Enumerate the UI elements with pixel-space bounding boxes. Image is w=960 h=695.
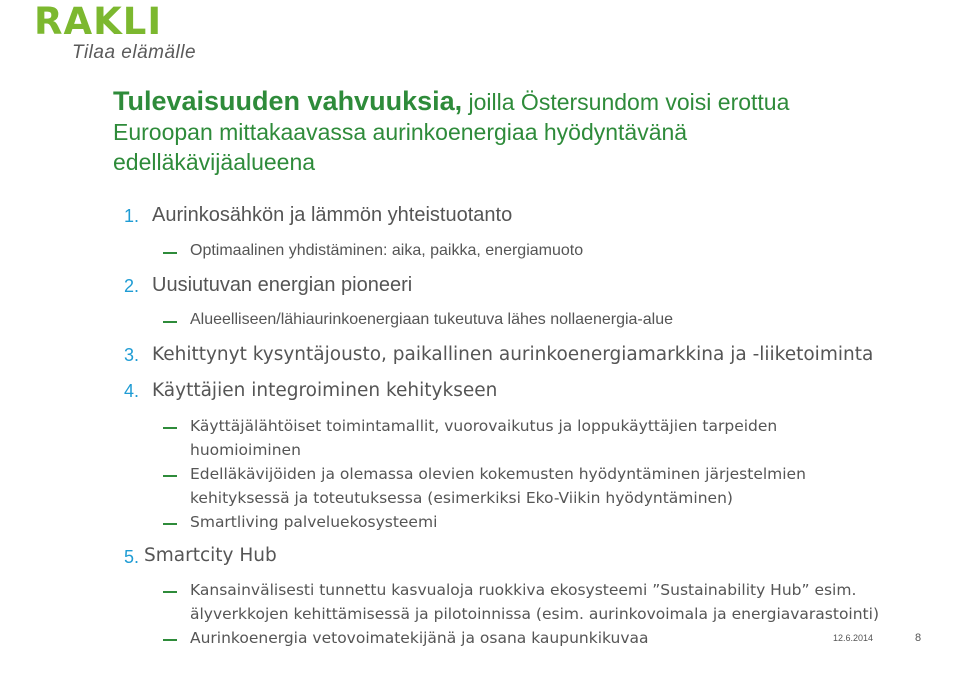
- dash-bullet: [163, 639, 177, 641]
- item-text: Käyttäjien integroiminen kehitykseen: [152, 380, 498, 401]
- rakli-logo: [34, 0, 234, 63]
- footer-date: 12.6.2014: [833, 633, 874, 643]
- dash-bullet: [163, 321, 177, 323]
- logo-tagline: Tilaa elämälle: [72, 42, 197, 63]
- item-text: Aurinkosähkön ja lämmön yhteistuotanto: [152, 204, 513, 226]
- sub-item: Aurinkoenergia vetovoimatekijänä ja osana kaupunkikuvaa: [190, 629, 649, 647]
- sub-item: Smartliving palveluekosysteemi: [190, 513, 438, 531]
- sub-item-continuation: kehityksessä ja toteutuksessa (esimerkiksi Eko-Viikin hyödyntäminen): [190, 489, 733, 507]
- item-number: 4.: [124, 381, 140, 401]
- slide-title: [113, 86, 913, 177]
- item-number: 5.: [124, 547, 140, 567]
- page-number: 8: [915, 632, 922, 644]
- title-line-2: Euroopan mittakaavassa aurinkoenergiaa hyödyntävänä: [113, 119, 688, 145]
- sub-item: Optimaalinen yhdistäminen: aika, paikka, energiamuoto: [190, 242, 584, 259]
- sub-item: Edelläkävijöiden ja olemassa olevien kokemusten hyödyntäminen järjestelmien: [190, 465, 806, 483]
- item-text: Smartcity Hub: [144, 545, 277, 566]
- title-lead: Tulevaisuuden vahvuuksia,: [113, 86, 463, 116]
- item-text: Uusiutuvan energian pioneeri: [152, 274, 413, 296]
- item-number: 1.: [124, 206, 140, 226]
- dash-bullet: [163, 252, 177, 254]
- logo-wordmark: RAKLI: [34, 0, 163, 43]
- title-line-3: edelläkävijäalueena: [113, 149, 316, 175]
- dash-bullet: [163, 475, 177, 477]
- dash-bullet: [163, 427, 177, 429]
- item-number: 3.: [124, 345, 140, 365]
- title-rest: joilla Östersundom voisi erottua: [462, 89, 790, 115]
- item-number: 2.: [124, 276, 140, 296]
- dash-bullet: [163, 523, 177, 525]
- sub-item: Kansainvälisesti tunnettu kasvualoja ruokkiva ekosysteemi ”Sustainability Hub” esim.: [190, 581, 857, 599]
- sub-item-continuation: huomioiminen: [190, 441, 301, 459]
- sub-item: Käyttäjälähtöiset toimintamallit, vuorovaikutus ja loppukäyttäjien tarpeiden: [190, 417, 778, 435]
- item-text: Kehittynyt kysyntäjousto, paikallinen aurinkoenergiamarkkina ja -liiketoiminta: [152, 344, 874, 365]
- sub-item: Alueelliseen/lähiaurinkoenergiaan tukeutuva lähes nollaenergia-alue: [190, 311, 674, 328]
- sub-item-continuation: älyverkkojen kehittämisessä ja pilotoinnissa (esim. aurinkovoimala ja energiavarastointi): [190, 605, 879, 623]
- dash-bullet: [163, 591, 177, 593]
